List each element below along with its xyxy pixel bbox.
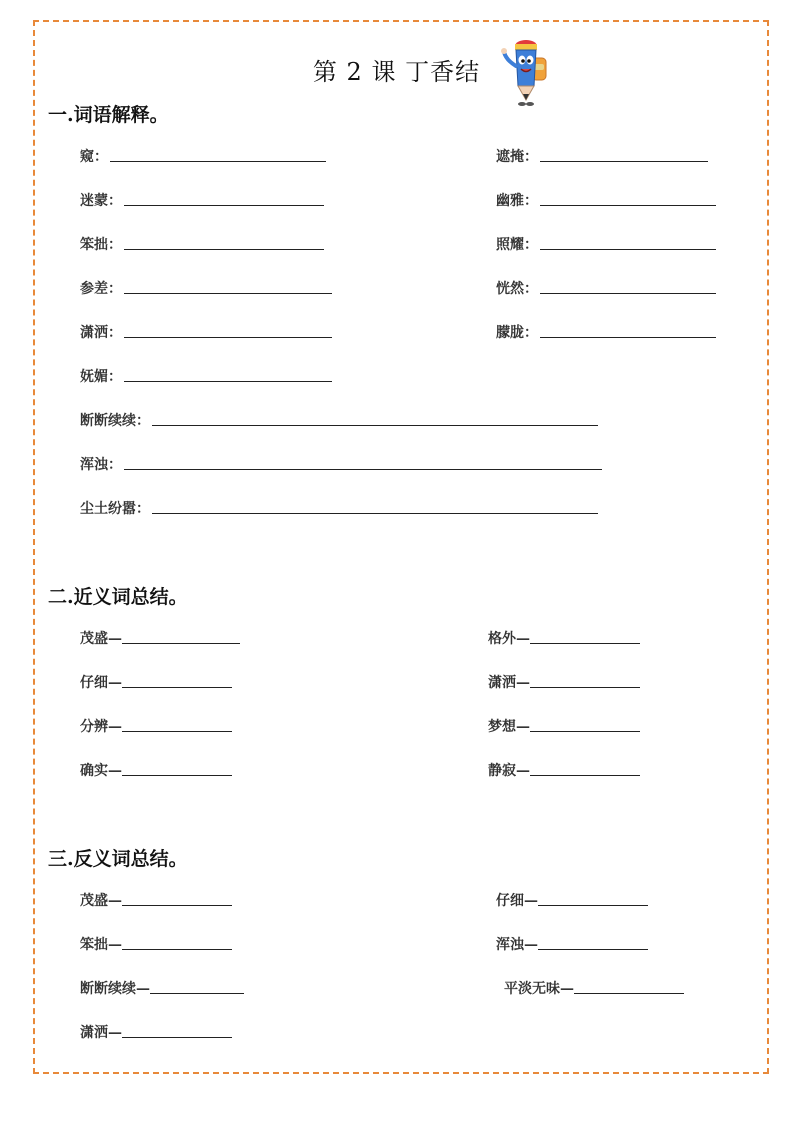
answer-line[interactable] xyxy=(540,336,716,338)
word-label: 浑浊— xyxy=(496,937,538,953)
answer-line[interactable] xyxy=(122,642,240,644)
answer-line[interactable] xyxy=(540,160,708,162)
answer-line[interactable] xyxy=(122,1036,232,1038)
answer-line[interactable] xyxy=(122,774,232,776)
answer-line[interactable] xyxy=(530,686,640,688)
word-label: 静寂— xyxy=(488,763,530,779)
term-row xyxy=(80,498,598,518)
term-row xyxy=(496,190,716,210)
antonym-row xyxy=(80,978,244,998)
synonym-row xyxy=(488,760,640,780)
answer-line[interactable] xyxy=(152,424,598,426)
answer-line[interactable] xyxy=(124,380,332,382)
word-label: 断断续续— xyxy=(80,981,150,997)
answer-line[interactable] xyxy=(124,336,332,338)
synonym-row xyxy=(80,628,240,648)
term-row xyxy=(80,366,332,386)
term-label: 遮掩： xyxy=(496,149,538,165)
term-row xyxy=(80,146,326,166)
answer-line[interactable] xyxy=(540,292,716,294)
word-label: 仔细— xyxy=(80,675,122,691)
answer-line[interactable] xyxy=(122,904,232,906)
antonym-row xyxy=(504,978,684,998)
synonym-row xyxy=(488,628,640,648)
word-label: 格外— xyxy=(488,631,530,647)
answer-line[interactable] xyxy=(124,292,332,294)
synonym-row xyxy=(488,716,640,736)
answer-line[interactable] xyxy=(540,248,716,250)
antonym-row xyxy=(80,934,232,954)
term-label: 窥： xyxy=(80,149,108,165)
answer-line[interactable] xyxy=(122,686,232,688)
term-label: 妩媚： xyxy=(80,369,122,385)
answer-line[interactable] xyxy=(152,512,598,514)
term-label: 迷蒙： xyxy=(80,193,122,209)
answer-line[interactable] xyxy=(150,992,244,994)
synonym-row xyxy=(80,672,232,692)
page-title: 第 2 课 丁香结 xyxy=(312,58,481,86)
term-label: 恍然： xyxy=(496,281,538,297)
word-label: 潇洒— xyxy=(80,1025,122,1041)
term-row xyxy=(496,322,716,342)
answer-line[interactable] xyxy=(110,160,326,162)
term-label: 断断续续： xyxy=(80,413,150,429)
antonym-row xyxy=(496,934,648,954)
term-label: 朦胧： xyxy=(496,325,538,341)
term-label: 尘土纷嚣： xyxy=(80,501,150,517)
answer-line[interactable] xyxy=(530,730,640,732)
word-label: 茂盛— xyxy=(80,893,122,909)
word-label: 潇洒— xyxy=(488,675,530,691)
term-row xyxy=(80,190,324,210)
term-row xyxy=(80,278,332,298)
term-row xyxy=(496,278,716,298)
answer-line[interactable] xyxy=(538,948,648,950)
answer-line[interactable] xyxy=(538,904,648,906)
term-label: 浑浊： xyxy=(80,457,122,473)
section3-heading: 三.反义词总结。 xyxy=(48,848,188,870)
term-row xyxy=(80,322,332,342)
term-label: 潇洒： xyxy=(80,325,122,341)
answer-line[interactable] xyxy=(530,642,640,644)
answer-line[interactable] xyxy=(124,468,602,470)
word-label: 分辨— xyxy=(80,719,122,735)
term-label: 照耀： xyxy=(496,237,538,253)
answer-line[interactable] xyxy=(530,774,640,776)
synonym-row xyxy=(80,716,232,736)
word-label: 仔细— xyxy=(496,893,538,909)
word-label: 平淡无味— xyxy=(504,981,574,997)
answer-line[interactable] xyxy=(574,992,684,994)
antonym-row xyxy=(80,1022,232,1042)
antonym-row xyxy=(80,890,232,910)
word-label: 茂盛— xyxy=(80,631,122,647)
term-label: 笨拙： xyxy=(80,237,122,253)
antonym-row xyxy=(496,890,648,910)
synonym-row xyxy=(80,760,232,780)
synonym-row xyxy=(488,672,640,692)
term-row xyxy=(80,454,602,474)
pencil-mascot-icon xyxy=(496,36,558,108)
term-label: 参差： xyxy=(80,281,122,297)
term-row xyxy=(80,410,598,430)
answer-line[interactable] xyxy=(122,948,232,950)
answer-line[interactable] xyxy=(122,730,232,732)
section2-heading: 二.近义词总结。 xyxy=(48,586,188,608)
term-row xyxy=(496,234,716,254)
section1-heading: 一.词语解释。 xyxy=(48,104,169,126)
word-label: 梦想— xyxy=(488,719,530,735)
answer-line[interactable] xyxy=(540,204,716,206)
answer-line[interactable] xyxy=(124,204,324,206)
term-row xyxy=(80,234,324,254)
answer-line[interactable] xyxy=(124,248,324,250)
page-border xyxy=(33,20,769,1074)
term-row xyxy=(496,146,708,166)
word-label: 笨拙— xyxy=(80,937,122,953)
term-label: 幽雅： xyxy=(496,193,538,209)
word-label: 确实— xyxy=(80,763,122,779)
